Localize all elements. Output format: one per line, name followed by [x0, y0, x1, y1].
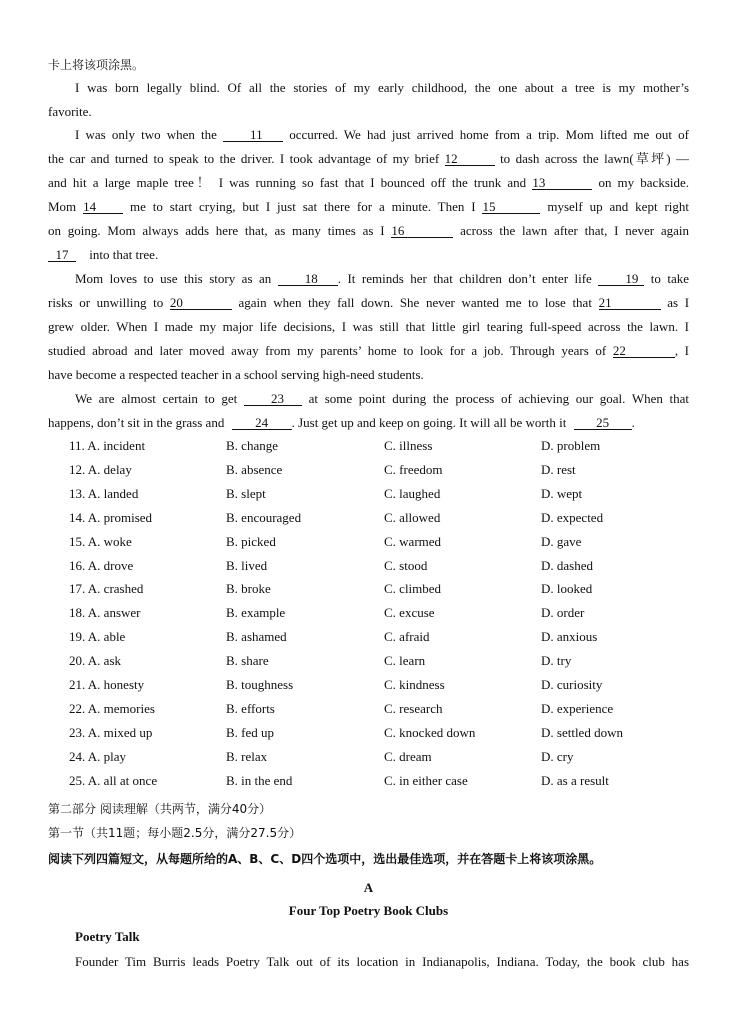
- option-c: C. allowed: [384, 509, 441, 525]
- blank-21: 21: [599, 296, 661, 310]
- option-c: C. afraid: [384, 629, 430, 645]
- option-c: C. knocked down: [384, 724, 476, 740]
- option-a: 13. A. landed: [69, 485, 139, 501]
- passage-line: risks or unwilling to 20 again when they fall down. She never wanted me to lose that 21 as I: [48, 295, 689, 310]
- option-b: B. lived: [226, 557, 268, 573]
- option-b: B. fed up: [226, 724, 275, 740]
- option-b: B. share: [226, 653, 269, 669]
- passage-line: on going. Mom always adds here that, as many times as I 16 across the lawn after that, I never again: [48, 223, 689, 238]
- blank-17: 17: [48, 248, 76, 262]
- club-text: Founder Tim Burris leads Poetry Talk out of its location in Indianapolis, Indiana. Today, the book club has: [75, 954, 689, 969]
- passage-line: grew older. When I made my major life decisions, I was still that little girl tearing full-speed across the lawn. I: [48, 319, 689, 334]
- blank-19: 19: [598, 272, 644, 286]
- option-a: 15. A. woke: [69, 533, 132, 549]
- option-b: B. efforts: [226, 700, 275, 716]
- option-d: D. as a result: [541, 772, 609, 788]
- option-c: C. laughed: [384, 485, 441, 501]
- passage-line: studied abroad and later moved away from my parents’ home to look for a job. Through years of 22 , I: [48, 343, 689, 358]
- option-c: C. learn: [384, 653, 426, 669]
- option-d: D. settled down: [541, 724, 623, 740]
- option-d: D. gave: [541, 533, 582, 549]
- option-c: C. kindness: [384, 677, 445, 692]
- passage-line: I was only two when the 11 occurred. We had just arrived home from a trip. Mom lifted me out of: [75, 127, 689, 142]
- passage-line: Mom loves to use this story as an 18 . It reminds her that children don’t enter life 19 to take: [75, 271, 689, 286]
- passage-line: and hit a large maple tree！ I was running so fast that I bounced off the trunk and 13 on my backside.: [48, 175, 689, 190]
- option-b: B. encouraged: [226, 509, 302, 525]
- passage-line: the car and turned to speak to the driver. I took advantage of my brief 12 to dash across the lawn(草坪) —: [48, 151, 689, 166]
- option-a: 12. A. delay: [69, 461, 132, 477]
- option-d: D. dashed: [541, 557, 593, 573]
- option-a: 18. A. answer: [69, 605, 141, 621]
- passage-title: Four Top Poetry Book Clubs: [288, 903, 449, 918]
- blank-25: 25: [574, 416, 632, 430]
- passage-line: favorite.: [48, 104, 92, 119]
- blank-20: 20: [170, 296, 232, 310]
- option-d: D. anxious: [541, 629, 598, 645]
- option-b: B. picked: [226, 533, 276, 549]
- passage-line: happens, don’t sit in the grass and 24 . Just get up and keep on going. It will all be worth it 25 .: [48, 415, 635, 430]
- option-d: D. curiosity: [541, 677, 603, 692]
- blank-18: 18: [278, 272, 338, 286]
- option-c: C. freedom: [384, 461, 443, 477]
- option-d: D. looked: [541, 581, 593, 597]
- option-c: C. warmed: [384, 533, 442, 549]
- option-d: D. expected: [541, 509, 604, 525]
- instruction-tail: 卡上将该项涂黑。: [48, 58, 145, 72]
- option-b: B. in the end: [226, 772, 293, 788]
- option-b: B. broke: [226, 581, 271, 597]
- option-a: 16. A. drove: [69, 557, 134, 573]
- option-a: 24. A. play: [69, 748, 127, 764]
- part-title: 第二部分 阅读理解（共两节，满分40分）: [48, 802, 272, 816]
- blank-16: 16: [391, 224, 453, 238]
- option-c: C. in either case: [384, 772, 468, 788]
- option-a: 25. A. all at once: [69, 772, 158, 788]
- blank-13: 13: [532, 176, 592, 190]
- option-a: 11. A. incident: [69, 438, 146, 453]
- option-c: C. dream: [384, 748, 432, 764]
- section-title: 第一节（共11题；每小题2.5分，满分27.5分）: [48, 826, 302, 840]
- option-c: C. climbed: [384, 581, 442, 597]
- option-b: B. ashamed: [226, 629, 287, 645]
- option-c: C. excuse: [384, 605, 435, 621]
- option-c: C. stood: [384, 557, 428, 573]
- blank-14: 14: [83, 200, 123, 214]
- option-c: C. illness: [384, 438, 433, 453]
- option-a: 20. A. ask: [69, 653, 121, 669]
- option-b: B. absence: [226, 461, 283, 477]
- option-d: D. problem: [541, 438, 601, 453]
- blank-22: 22: [613, 344, 675, 358]
- option-d: D. order: [541, 605, 585, 621]
- blank-24: 24: [232, 416, 292, 430]
- option-a: 22. A. memories: [69, 700, 155, 716]
- reading-instruction: 阅读下列四篇短文，从每题所给的A、B、C、D四个选项中，选出最佳选项，并在答题卡上将该项涂黑。: [48, 852, 602, 866]
- option-b: B. relax: [226, 748, 268, 764]
- option-d: D. try: [541, 653, 572, 669]
- option-b: B. slept: [226, 485, 266, 501]
- passage-line: have become a respected teacher in a school serving high-need students.: [48, 367, 424, 382]
- option-a: 23. A. mixed up: [69, 724, 153, 740]
- passage-line: I was born legally blind. Of all the stories of my early childhood, the one about a tree is my mother’s: [75, 80, 689, 95]
- blank-23: 23: [244, 392, 302, 406]
- blank-15: 15: [482, 200, 540, 214]
- option-a: 19. A. able: [69, 629, 126, 645]
- option-d: D. experience: [541, 700, 614, 716]
- blank-11: 11: [223, 128, 283, 142]
- passage-line: We are almost certain to get 23 at some point during the process of achieving our goal. When that: [75, 391, 689, 406]
- option-d: D. wept: [541, 485, 583, 501]
- option-a: 21. A. honesty: [69, 677, 145, 692]
- option-c: C. research: [384, 700, 443, 716]
- option-a: 17. A. crashed: [69, 581, 144, 597]
- passage-line: 17 into that tree.: [48, 246, 158, 264]
- option-a: 14. A. promised: [69, 509, 153, 525]
- option-b: B. change: [226, 438, 278, 453]
- passage-line: Mom 14 me to start crying, but I just sat there for a minute. Then I 15 myself up and kept right: [48, 199, 689, 214]
- option-d: D. cry: [541, 748, 574, 764]
- option-b: B. toughness: [226, 677, 294, 692]
- option-b: B. example: [226, 605, 286, 621]
- club-name: Poetry Talk: [75, 929, 140, 944]
- passage-letter: A: [363, 880, 374, 895]
- blank-12: 12: [445, 152, 495, 166]
- option-d: D. rest: [541, 461, 576, 477]
